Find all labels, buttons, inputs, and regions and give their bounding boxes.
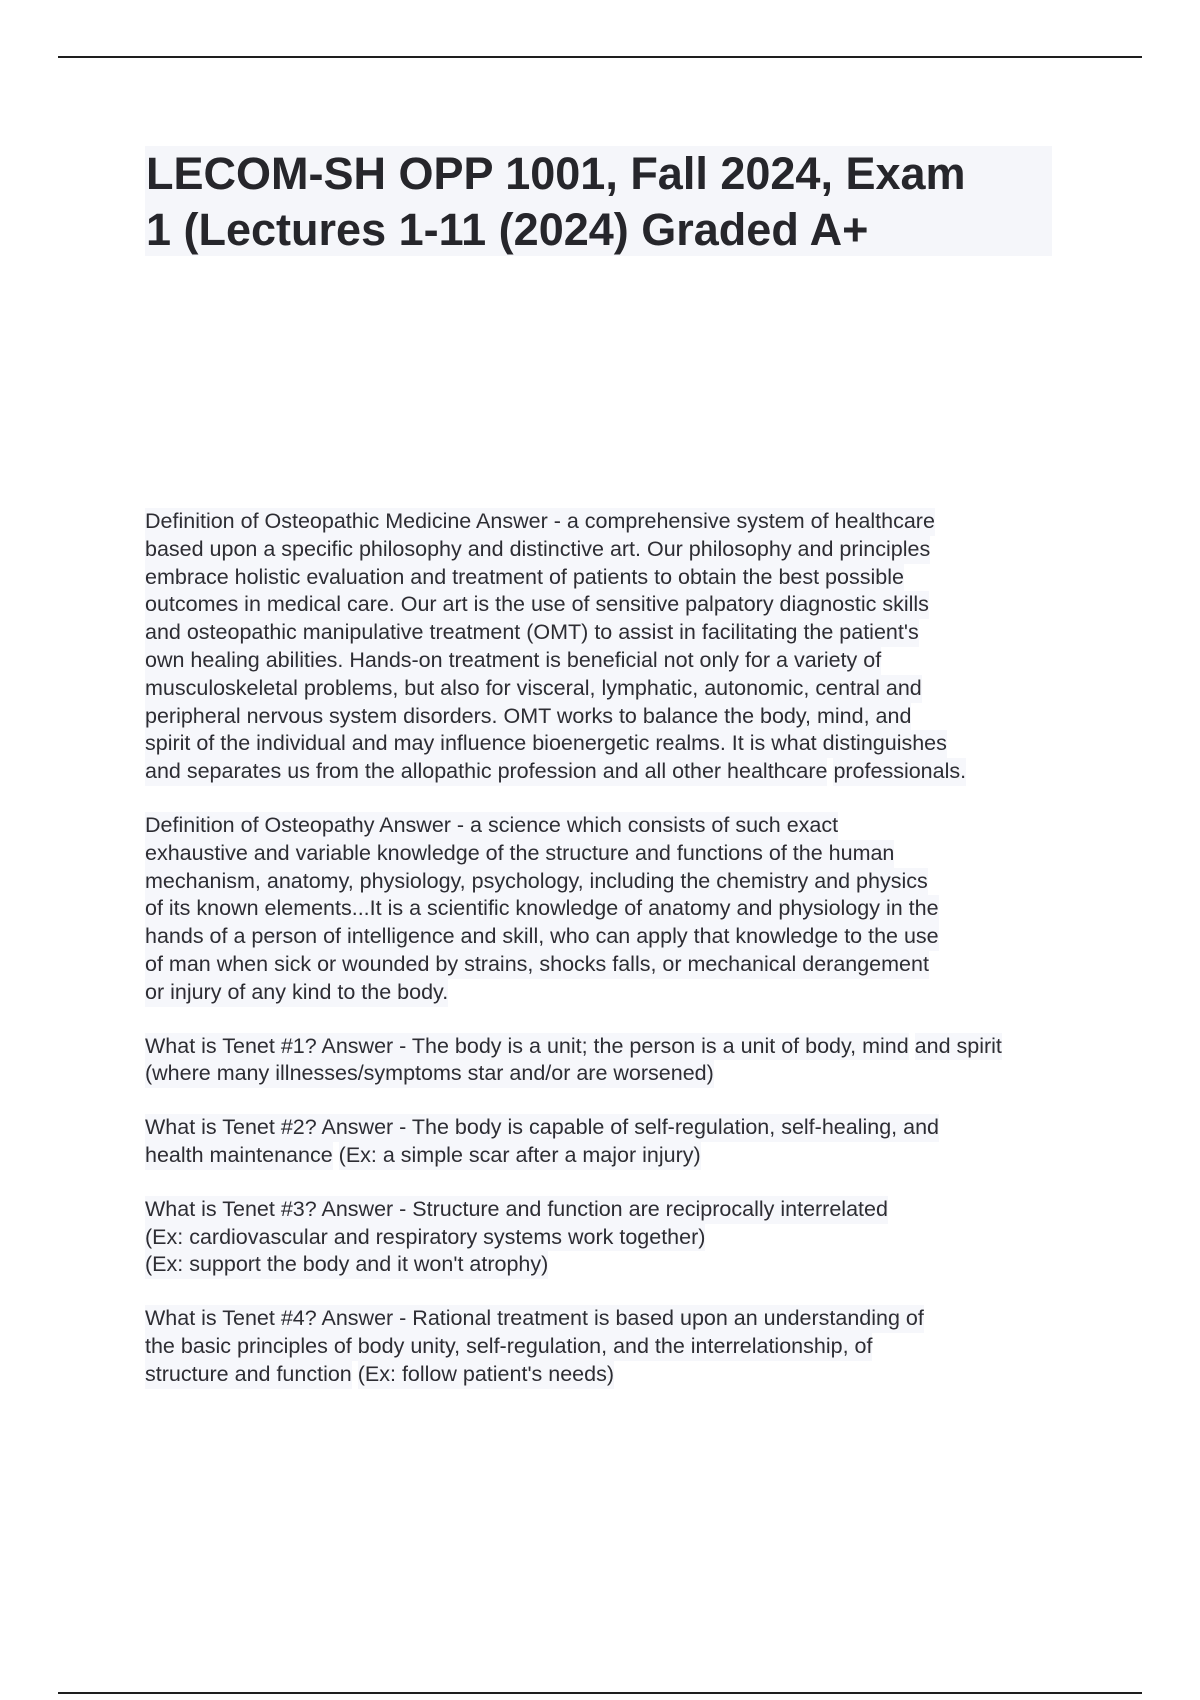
qa-entry-tenet-2 (145, 1114, 1065, 1170)
text-line: What is Tenet #1? Answer - The body is a unit; the person is a unit of body, mind (145, 1033, 909, 1061)
text-line: What is Tenet #2? Answer - The body is capable of self-regulation, self-healing, and (145, 1114, 939, 1142)
document-title (145, 146, 1052, 256)
text-line: Definition of Osteopathy Answer - a science which consists of such exact (145, 812, 838, 840)
text-line: structure and function (145, 1361, 352, 1389)
qa-entry-osteopathic-medicine (145, 508, 1065, 786)
document-body (145, 508, 1065, 1415)
text-line: hands of a person of intelligence and skill, who can apply that knowledge to the use (145, 923, 939, 951)
text-line: (where many illnesses/symptoms star and/or are worsened) (145, 1060, 714, 1088)
text-line: based upon a specific philosophy and distinctive art. Our philosophy and principles (145, 536, 930, 564)
text-line: mechanism, anatomy, physiology, psychology, including the chemistry and physics (145, 868, 928, 896)
text-line: or injury of any kind to the body. (145, 979, 448, 1007)
qa-entry-tenet-4 (145, 1305, 1065, 1388)
title-line: 1 (Lectures 1-11 (2024) Graded A+ (146, 204, 869, 255)
text-line: peripheral nervous system disorders. OMT works to balance the body, mind, and (145, 703, 911, 731)
text-line: (Ex: follow patient's needs) (358, 1361, 614, 1389)
text-line: and spirit (915, 1033, 1002, 1061)
text-line: Definition of Osteopathic Medicine Answer - a comprehensive system of healthcare (145, 508, 935, 536)
text-line: What is Tenet #4? Answer - Rational treatment is based upon an understanding of (145, 1305, 924, 1333)
qa-entry-tenet-3 (145, 1196, 1065, 1279)
text-line: (Ex: a simple scar after a major injury) (339, 1142, 701, 1170)
text-line: exhaustive and variable knowledge of the structure and functions of the human (145, 840, 894, 868)
text-line: musculoskeletal problems, but also for visceral, lymphatic, autonomic, central and (145, 675, 922, 703)
text-line: health maintenance (145, 1142, 333, 1170)
title-line: LECOM-SH OPP 1001, Fall 2024, Exam (146, 148, 966, 199)
text-line: and osteopathic manipulative treatment (OMT) to assist in facilitating the patient's (145, 619, 919, 647)
text-line: own healing abilities. Hands-on treatment is beneficial not only for a variety of (145, 647, 881, 675)
text-line: What is Tenet #3? Answer - Structure and function are reciprocally interrelated (145, 1196, 888, 1224)
qa-entry-osteopathy (145, 812, 1065, 1007)
text-line: of its known elements...It is a scientific knowledge of anatomy and physiology in the (145, 895, 939, 923)
bottom-divider (58, 1692, 1142, 1694)
text-line: (Ex: support the body and it won't atrophy) (145, 1251, 548, 1279)
text-line: the basic principles of body unity, self-regulation, and the interrelationship, of (145, 1333, 872, 1361)
text-line: of man when sick or wounded by strains, shocks falls, or mechanical derangement (145, 951, 929, 979)
text-line: (Ex: cardiovascular and respiratory systems work together) (145, 1224, 705, 1252)
text-line: professionals. (833, 758, 966, 786)
text-line: and separates us from the allopathic profession and all other healthcare (145, 758, 827, 786)
text-line: spirit of the individual and may influence bioenergetic realms. It is what distinguishes (145, 730, 947, 758)
text-line: embrace holistic evaluation and treatment of patients to obtain the best possible (145, 564, 904, 592)
qa-entry-tenet-1 (145, 1033, 1065, 1089)
top-divider (58, 56, 1142, 58)
text-line: outcomes in medical care. Our art is the use of sensitive palpatory diagnostic skills (145, 591, 929, 619)
